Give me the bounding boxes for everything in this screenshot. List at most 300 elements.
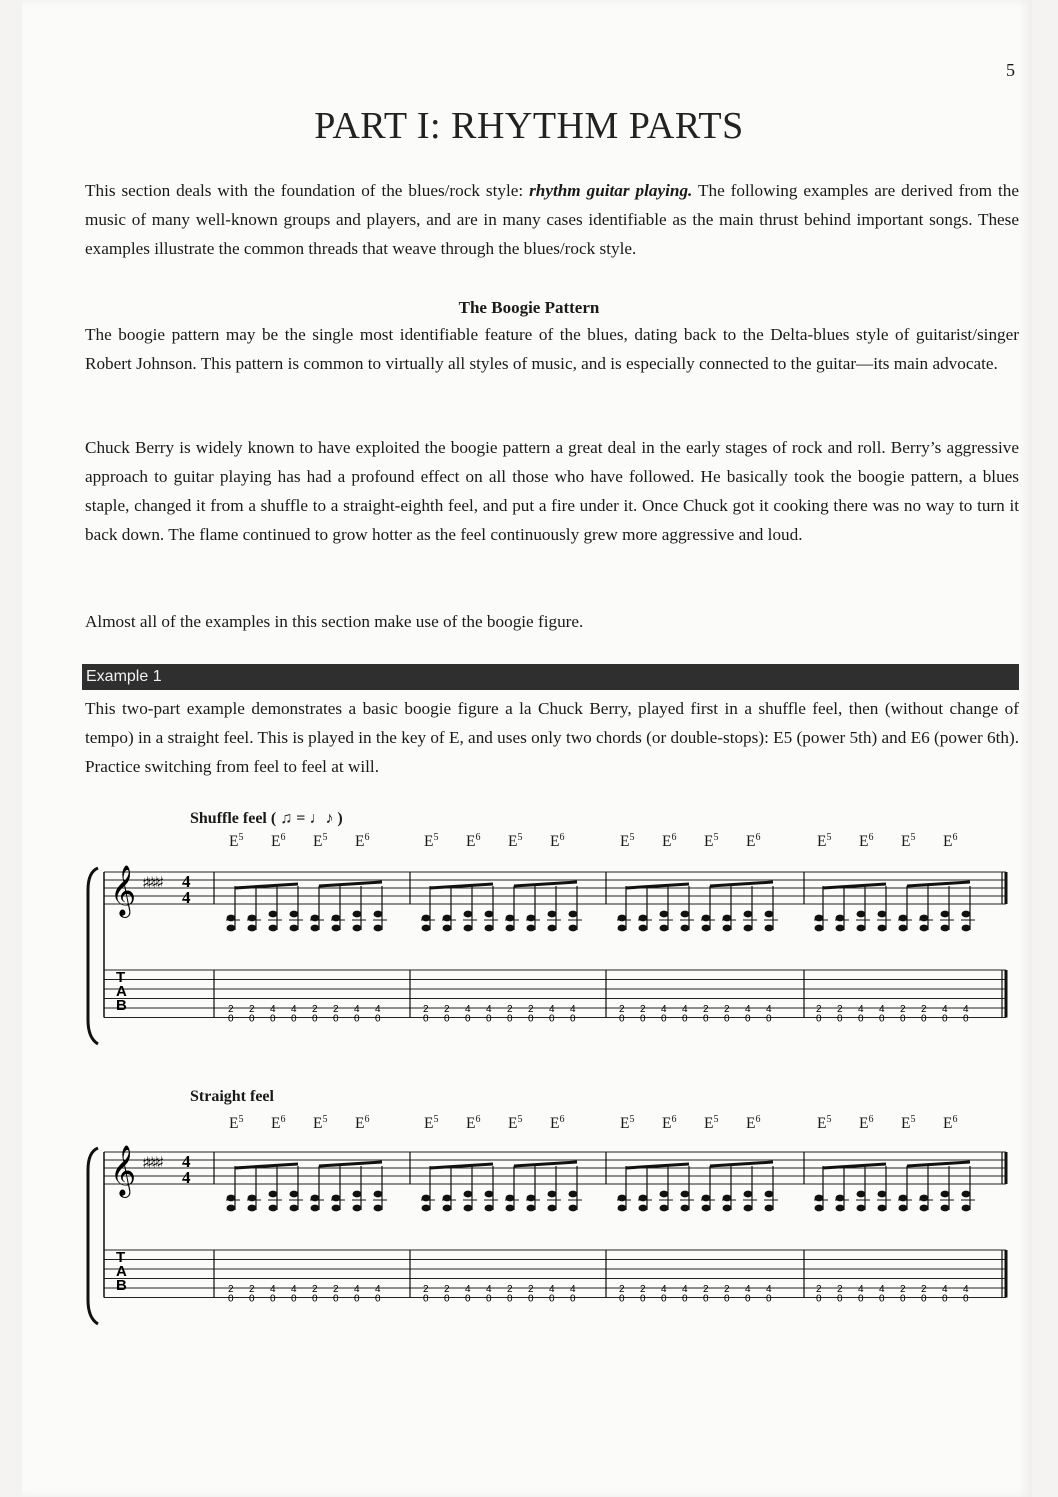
chord-symbol <box>704 832 718 851</box>
note-head <box>464 1205 473 1212</box>
note-head <box>485 925 494 932</box>
chord-quality: 6 <box>364 1114 370 1125</box>
note-head <box>269 925 278 932</box>
tab-fret-number: 0 <box>900 1013 906 1025</box>
note-head <box>681 925 690 932</box>
note-head <box>920 925 929 932</box>
tab-fret-number: 0 <box>942 1013 948 1025</box>
tab-fret-number: 0 <box>745 1293 751 1305</box>
chord-symbol <box>550 1114 564 1133</box>
chord-quality: 5 <box>826 832 832 843</box>
note-head <box>506 915 515 922</box>
note-head <box>227 915 236 922</box>
chord-quality: 5 <box>826 1114 832 1125</box>
note-head <box>765 1191 774 1198</box>
note-head <box>311 1205 320 1212</box>
chord-quality: 6 <box>671 832 677 843</box>
chord-quality: 5 <box>713 832 719 843</box>
note-head <box>485 1191 494 1198</box>
example-banner <box>82 664 1019 690</box>
straight-feel-label <box>190 1088 274 1106</box>
note-head <box>702 915 711 922</box>
note-head <box>248 925 257 932</box>
note-head <box>443 925 452 932</box>
note-head <box>485 1205 494 1212</box>
chord-root: E <box>424 833 434 850</box>
treble-clef: 𝄞 <box>110 865 137 916</box>
chord-symbol <box>313 1114 327 1133</box>
note-head <box>527 1195 536 1202</box>
note-head <box>506 925 515 932</box>
note-head <box>353 1191 362 1198</box>
chord-quality: 5 <box>629 832 635 843</box>
system-brace <box>88 1148 98 1324</box>
system-brace <box>88 868 98 1044</box>
tab-fret-number: 2 <box>333 1284 339 1295</box>
tab-fret-number: 0 <box>837 1293 843 1305</box>
tab-fret-number: 0 <box>640 1013 646 1025</box>
note-beam <box>319 882 382 886</box>
tab-fret-number: 4 <box>766 1004 772 1015</box>
note-beam <box>710 1162 773 1166</box>
tab-fret-number: 4 <box>465 1284 471 1295</box>
tab-fret-number: 4 <box>942 1284 948 1295</box>
note-head <box>899 1205 908 1212</box>
note-head <box>962 925 971 932</box>
tab-fret-number: 4 <box>291 1284 297 1295</box>
note-head <box>527 915 536 922</box>
tab-fret-number: 0 <box>291 1293 297 1305</box>
note-head <box>639 1205 648 1212</box>
tab-fret-number: 4 <box>858 1284 864 1295</box>
tab-fret-number: 4 <box>879 1004 885 1015</box>
note-head <box>548 1205 557 1212</box>
feel-label-text: Shuffle feel <box>190 810 267 827</box>
chord-root: E <box>943 1115 953 1132</box>
chord-root: E <box>313 833 323 850</box>
time-signature-top: 4 <box>182 872 191 891</box>
note-head <box>527 925 536 932</box>
note-head <box>920 1195 929 1202</box>
tab-fret-number: 2 <box>703 1284 709 1295</box>
tab-fret-number: 0 <box>703 1293 709 1305</box>
notation-system-shuffle <box>86 860 1016 1060</box>
chord-symbol <box>271 1114 285 1133</box>
note-head <box>681 911 690 918</box>
note-head <box>815 915 824 922</box>
chord-root: E <box>355 1115 365 1132</box>
note-beam <box>907 882 970 886</box>
chord-quality: 6 <box>868 1114 874 1125</box>
tab-fret-number: 2 <box>703 1004 709 1015</box>
page-number: 5 <box>1006 60 1015 80</box>
note-head <box>962 1191 971 1198</box>
chord-symbol <box>943 1114 957 1133</box>
note-head <box>443 1205 452 1212</box>
tab-fret-number: 0 <box>682 1013 688 1025</box>
chord-quality: 6 <box>475 832 481 843</box>
note-head <box>443 1195 452 1202</box>
chord-quality: 6 <box>559 1114 565 1125</box>
tab-fret-number: 4 <box>486 1284 492 1295</box>
note-head <box>815 1205 824 1212</box>
chord-root: E <box>550 833 560 850</box>
note-head <box>227 925 236 932</box>
note-head <box>332 915 341 922</box>
tab-fret-number: 2 <box>312 1284 318 1295</box>
chord-root: E <box>859 833 869 850</box>
note-head <box>878 1205 887 1212</box>
note-beam <box>430 1164 493 1168</box>
note-head <box>878 911 887 918</box>
note-head <box>962 911 971 918</box>
tab-fret-number: 0 <box>291 1013 297 1025</box>
note-head <box>290 1205 299 1212</box>
intro-paragraph <box>85 176 1019 263</box>
chord-symbol <box>662 832 676 851</box>
chord-root: E <box>704 833 714 850</box>
tab-fret-number: 0 <box>640 1293 646 1305</box>
note-head <box>878 925 887 932</box>
tab-fret-number: 4 <box>375 1284 381 1295</box>
chord-root: E <box>466 833 476 850</box>
note-head <box>248 1195 257 1202</box>
tab-letter: B <box>116 1277 127 1294</box>
tab-fret-number: 0 <box>766 1293 772 1305</box>
time-signature-bottom: 4 <box>182 888 191 907</box>
example-description: This two-part example demonstrates a basic boogie figure a la Chuck Berry, played first in a shuffle feel, then (without change of tempo) in a straight feel. This is played in the key of E, and uses only two chords (or double-stops): E5 (power 5th) and E6 (power 6th). Practice switching from feel to feel at will. <box>85 699 1019 776</box>
note-head <box>422 925 431 932</box>
note-head <box>815 1195 824 1202</box>
tab-fret-number: 4 <box>879 1284 885 1295</box>
tab-fret-number: 0 <box>816 1013 822 1025</box>
note-head <box>569 1191 578 1198</box>
chord-quality: 5 <box>713 1114 719 1125</box>
note-head <box>311 925 320 932</box>
note-head <box>374 1191 383 1198</box>
note-head <box>920 915 929 922</box>
chord-root: E <box>550 1115 560 1132</box>
tab-fret-number: 4 <box>375 1004 381 1015</box>
note-head <box>723 925 732 932</box>
tab-letter: T <box>116 1249 126 1266</box>
chord-root: E <box>313 1115 323 1132</box>
note-head <box>548 911 557 918</box>
tab-fret-number: 0 <box>661 1293 667 1305</box>
chord-root: E <box>229 833 239 850</box>
tab-fret-number: 0 <box>270 1293 276 1305</box>
note-head <box>618 1195 627 1202</box>
tab-fret-number: 4 <box>549 1004 555 1015</box>
tab-fret-number: 0 <box>333 1293 339 1305</box>
note-head <box>506 1205 515 1212</box>
note-head <box>290 925 299 932</box>
chord-quality: 6 <box>952 832 958 843</box>
tab-fret-number: 0 <box>766 1013 772 1025</box>
note-head <box>660 925 669 932</box>
tab-fret-number: 0 <box>745 1013 751 1025</box>
tab-fret-number: 0 <box>312 1293 318 1305</box>
note-head <box>836 925 845 932</box>
tab-fret-number: 0 <box>249 1013 255 1025</box>
chord-root: E <box>817 1115 827 1132</box>
chord-quality: 6 <box>559 832 565 843</box>
tab-fret-number: 0 <box>228 1293 234 1305</box>
tab-fret-number: 4 <box>858 1004 864 1015</box>
note-head <box>765 1205 774 1212</box>
note-head <box>744 1191 753 1198</box>
tab-fret-number: 2 <box>423 1004 429 1015</box>
tab-fret-number: 0 <box>465 1013 471 1025</box>
chord-quality: 6 <box>868 832 874 843</box>
note-head <box>941 911 950 918</box>
note-head <box>723 1195 732 1202</box>
tab-fret-number: 2 <box>921 1004 927 1015</box>
chord-root: E <box>746 1115 756 1132</box>
note-head <box>311 1195 320 1202</box>
note-head <box>527 1205 536 1212</box>
time-signature-top: 4 <box>182 1152 191 1171</box>
tab-fret-number: 0 <box>858 1013 864 1025</box>
note-head <box>269 1205 278 1212</box>
note-head <box>248 1205 257 1212</box>
note-head <box>353 1205 362 1212</box>
tab-fret-number: 0 <box>963 1013 969 1025</box>
chord-symbol <box>424 1114 438 1133</box>
note-head <box>248 915 257 922</box>
tab-fret-number: 0 <box>724 1293 730 1305</box>
notation-system-straight <box>86 1140 1016 1340</box>
tab-letter: B <box>116 997 127 1014</box>
chord-quality: 6 <box>364 832 370 843</box>
tab-fret-number: 4 <box>942 1004 948 1015</box>
note-head <box>941 1191 950 1198</box>
chord-root: E <box>662 1115 672 1132</box>
tab-fret-number: 2 <box>528 1004 534 1015</box>
tab-fret-number: 4 <box>963 1004 969 1015</box>
note-head <box>569 1205 578 1212</box>
note-head <box>443 915 452 922</box>
tab-fret-number: 2 <box>333 1004 339 1015</box>
tab-fret-number: 4 <box>570 1004 576 1015</box>
tab-fret-number: 4 <box>661 1004 667 1015</box>
chord-root: E <box>704 1115 714 1132</box>
note-beam <box>823 1164 886 1168</box>
note-beam <box>710 882 773 886</box>
chord-quality: 6 <box>755 1114 761 1125</box>
chord-symbol <box>746 1114 760 1133</box>
note-head <box>464 911 473 918</box>
tab-fret-number: 0 <box>837 1013 843 1025</box>
note-head <box>744 925 753 932</box>
tab-fret-number: 2 <box>837 1004 843 1015</box>
note-head <box>548 1191 557 1198</box>
chord-quality: 5 <box>238 832 244 843</box>
tab-fret-number: 0 <box>354 1013 360 1025</box>
chord-symbol <box>313 832 327 851</box>
tab-fret-number: 2 <box>249 1284 255 1295</box>
chord-quality: 6 <box>952 1114 958 1125</box>
chord-root: E <box>901 833 911 850</box>
chord-symbol <box>466 1114 480 1133</box>
tab-fret-number: 4 <box>486 1004 492 1015</box>
note-head <box>506 1195 515 1202</box>
tab-fret-number: 0 <box>486 1013 492 1025</box>
chord-quality: 6 <box>280 1114 286 1125</box>
tab-fret-number: 2 <box>619 1004 625 1015</box>
tab-fret-number: 0 <box>921 1013 927 1025</box>
note-head <box>857 1191 866 1198</box>
note-beam <box>626 1164 689 1168</box>
note-head <box>618 1205 627 1212</box>
tab-fret-number: 2 <box>724 1284 730 1295</box>
note-head <box>723 1205 732 1212</box>
note-head <box>290 1191 299 1198</box>
note-head <box>899 925 908 932</box>
intro-text-start: This section deals with the foundation of the blues/rock style: <box>85 181 530 200</box>
tab-fret-number: 2 <box>816 1284 822 1295</box>
chord-symbol <box>355 832 369 851</box>
tab-fret-number: 2 <box>444 1284 450 1295</box>
chord-root: E <box>271 1115 281 1132</box>
tab-fret-number: 2 <box>619 1284 625 1295</box>
chord-root: E <box>355 833 365 850</box>
chord-root: E <box>620 833 630 850</box>
note-head <box>569 911 578 918</box>
tab-fret-number: 4 <box>682 1284 688 1295</box>
note-head <box>353 911 362 918</box>
tab-fret-number: 2 <box>423 1284 429 1295</box>
note-head <box>290 911 299 918</box>
note-head <box>899 915 908 922</box>
note-head <box>899 1195 908 1202</box>
tab-fret-number: 0 <box>270 1013 276 1025</box>
tab-fret-number: 2 <box>837 1284 843 1295</box>
tab-fret-number: 0 <box>423 1013 429 1025</box>
note-head <box>227 1205 236 1212</box>
tab-fret-number: 0 <box>549 1013 555 1025</box>
chord-root: E <box>508 833 518 850</box>
tab-letter: A <box>116 1263 127 1280</box>
tab-fret-number: 0 <box>375 1293 381 1305</box>
note-head <box>269 911 278 918</box>
note-head <box>548 925 557 932</box>
chord-quality: 5 <box>910 832 916 843</box>
tab-fret-number: 4 <box>745 1284 751 1295</box>
tab-fret-number: 0 <box>507 1293 513 1305</box>
note-head <box>962 1205 971 1212</box>
chord-symbol <box>466 832 480 851</box>
note-head <box>332 1205 341 1212</box>
chord-quality: 5 <box>433 1114 439 1125</box>
note-head <box>639 925 648 932</box>
chord-quality: 6 <box>475 1114 481 1125</box>
chord-symbol <box>424 832 438 851</box>
key-signature: ♯♯♯♯ <box>142 873 161 892</box>
chord-symbol <box>859 1114 873 1133</box>
tab-fret-number: 0 <box>682 1293 688 1305</box>
page-title: PART I: RHYTHM PARTS <box>314 105 744 147</box>
tab-fret-number: 0 <box>816 1293 822 1305</box>
note-head <box>941 1205 950 1212</box>
tab-fret-number: 2 <box>444 1004 450 1015</box>
note-head <box>485 911 494 918</box>
tab-fret-number: 0 <box>619 1013 625 1025</box>
note-head <box>744 911 753 918</box>
note-head <box>878 1191 887 1198</box>
tab-fret-number: 2 <box>640 1284 646 1295</box>
tab-fret-number: 0 <box>375 1013 381 1025</box>
tab-fret-number: 4 <box>745 1004 751 1015</box>
treble-clef: 𝄞 <box>110 1145 137 1196</box>
shuffle-feel-label <box>190 810 343 828</box>
note-head <box>702 1205 711 1212</box>
tab-fret-number: 4 <box>291 1004 297 1015</box>
note-head <box>836 1205 845 1212</box>
chord-symbol <box>901 1114 915 1133</box>
time-signature-bottom: 4 <box>182 1168 191 1187</box>
note-head <box>765 911 774 918</box>
chord-root: E <box>229 1115 239 1132</box>
tab-fret-number: 2 <box>249 1004 255 1015</box>
tab-letter: T <box>116 969 126 986</box>
tab-fret-number: 0 <box>423 1293 429 1305</box>
key-signature: ♯♯♯♯ <box>142 1153 161 1172</box>
note-beam <box>514 882 577 886</box>
chord-quality: 5 <box>322 832 328 843</box>
section-heading: The Boogie Pattern <box>458 298 600 317</box>
chord-symbol <box>620 832 634 851</box>
tab-fret-number: 2 <box>507 1284 513 1295</box>
chord-root: E <box>662 833 672 850</box>
tab-fret-number: 0 <box>444 1293 450 1305</box>
tab-fret-number: 0 <box>570 1293 576 1305</box>
chord-symbol <box>229 832 243 851</box>
chord-quality: 5 <box>322 1114 328 1125</box>
tab-fret-number: 2 <box>228 1004 234 1015</box>
note-head <box>374 911 383 918</box>
chord-symbol <box>229 1114 243 1133</box>
note-head <box>815 925 824 932</box>
chord-symbol <box>817 832 831 851</box>
intro-text-end: The following examples are derived from the music of many well-known groups and players, and are in many cases identifiable as the main thrust behind important songs. These examples illustrate the common threads that weave through the blues/rock style. <box>85 181 1019 258</box>
tab-fret-number: 0 <box>879 1013 885 1025</box>
note-head <box>227 1195 236 1202</box>
chord-quality: 5 <box>910 1114 916 1125</box>
tab-fret-number: 0 <box>921 1293 927 1305</box>
tab-fret-number: 2 <box>228 1284 234 1295</box>
tab-fret-number: 4 <box>766 1284 772 1295</box>
tab-fret-number: 4 <box>549 1284 555 1295</box>
chord-root: E <box>424 1115 434 1132</box>
note-head <box>836 915 845 922</box>
tab-fret-number: 0 <box>619 1293 625 1305</box>
chord-quality: 5 <box>433 832 439 843</box>
chord-symbol <box>817 1114 831 1133</box>
tab-fret-number: 0 <box>528 1013 534 1025</box>
tab-fret-number: 0 <box>528 1293 534 1305</box>
tab-fret-number: 4 <box>661 1284 667 1295</box>
tab-fret-number: 0 <box>703 1013 709 1025</box>
note-beam <box>626 884 689 888</box>
note-beam <box>235 1164 298 1168</box>
tab-fret-number: 0 <box>724 1013 730 1025</box>
chord-quality: 5 <box>517 1114 523 1125</box>
note-head <box>857 925 866 932</box>
paragraph-chuck-berry: Chuck Berry is widely known to have exploited the boogie pattern a great deal in the early stages of rock and roll. Berry’s aggressive approach to guitar playing has had a profound effect on all those who have followed. He basically took the boogie pattern, a blues staple, changed it from a shuffle to a straight-eighth feel, and put a fire under it. Once Chuck got it cooking there was no way to turn it back down. The flame continued to grow hotter as the feel continuously grew more aggressive and loud. <box>85 438 1019 544</box>
note-head <box>269 1191 278 1198</box>
chord-root: E <box>859 1115 869 1132</box>
